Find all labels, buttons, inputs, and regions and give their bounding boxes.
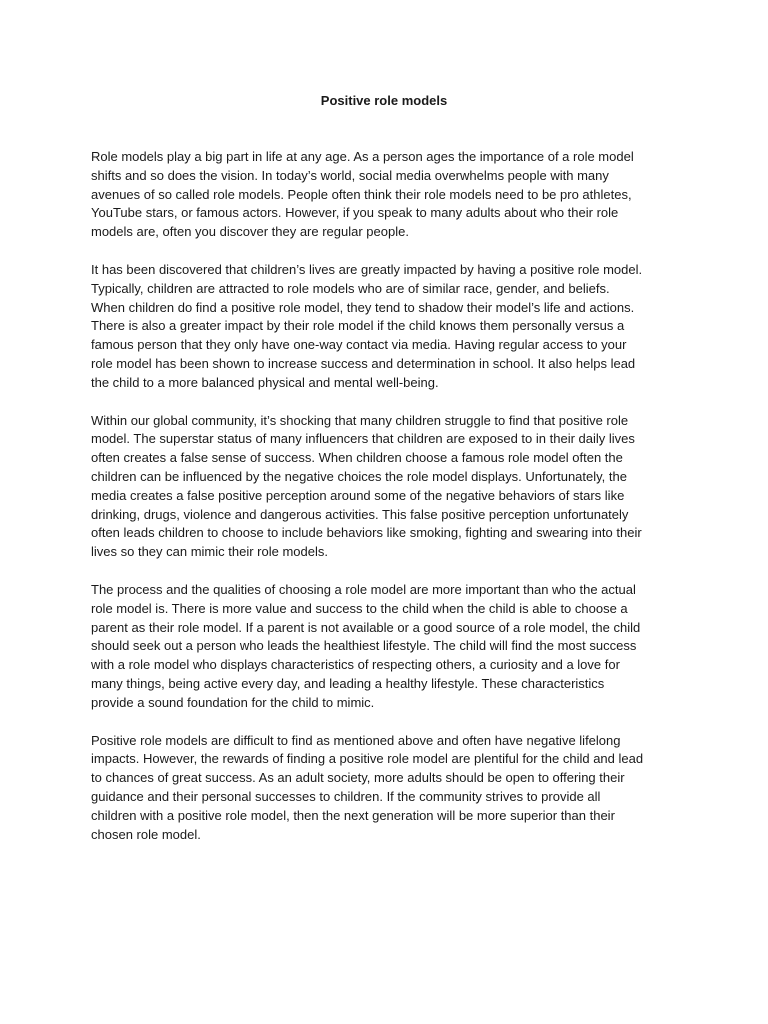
text-line: children can be influenced by the negative choices the role model displays. Unfortunately, the [91,468,627,484]
text-line: the child to a more balanced physical and mental well-being. [91,374,439,390]
text-line: famous person that they only have one-way contact via media. Having regular access to your [91,337,627,353]
text-line: chosen role model. [91,826,201,842]
text-line: Positive role models are difficult to find as mentioned above and often have negative lifelong [91,732,621,748]
text-line: Role models play a big part in life at any age. As a person ages the importance of a role model [91,149,634,164]
text-line: model. The superstar status of many influencers that children are exposed to in their daily lives [91,431,635,447]
text-line: should seek out a person who leads the healthiest lifestyle. The child will find the most success [91,638,637,654]
text-line: models are, often you discover they are regular people. [91,224,409,240]
text-line: many things, being active every day, and leading a healthy lifestyle. These characteristics [91,675,605,691]
text-line: Within our global community, it’s shocking that many children struggle to find that positive role [91,412,629,428]
text-line: media creates a false positive perception around some of the negative behaviors of stars like [91,487,625,503]
text-line: children with a positive role model, then the next generation will be more superior than their [91,807,615,823]
text-line: with a role model who displays characteristics of respecting others, a curiosity and a love for [91,657,620,673]
text-line: The process and the qualities of choosing a role model are more important than who the actual [91,581,636,597]
text-line: often creates a false sense of success. When children choose a famous role model often the [91,450,623,466]
text-line: Typically, children are attracted to role models who are of similar race, gender, and beliefs. [91,280,610,296]
page-title: Positive role models [320,93,448,108]
paragraph-5 [91,732,691,845]
text-line: impacts. However, the rewards of finding a positive role model are plentiful for the child and lead [91,751,644,767]
paragraph-3 [91,412,691,562]
text-line: guidance and their personal successes to children. If the community strives to provide all [91,788,601,804]
text-line: When children do find a positive role model, they tend to shadow their model’s life and actions. [91,299,635,315]
text-line: shifts and so does the vision. In today’s world, social media overwhelms people with many [91,167,609,183]
text-line: provide a sound foundation for the child to mimic. [91,694,375,710]
text-line: parent as their role model. If a parent is not available or a good source of a role model, the child [91,619,641,635]
text-line: to chances of great success. As an adult society, more adults should be open to offering their [91,770,625,786]
paragraph-4 [91,581,691,713]
text-line: role model has been shown to increase success and determination in school. It also helps lead [91,355,636,371]
document-body [91,148,691,863]
text-line: drinking, drugs, violence and dangerous activities. This false positive perception unfortunately [91,506,629,522]
text-line: There is also a greater impact by their role model if the child knows them personally versus a [91,318,625,334]
text-line: lives so they can mimic their role models. [91,544,328,560]
text-line: It has been discovered that children’s lives are greatly impacted by having a positive role model. [91,261,643,277]
paragraph-1 [91,148,691,242]
text-line: often leads children to choose to include behaviors like smoking, fighting and swearing into their [91,525,642,541]
text-line: YouTube stars, or famous actors. However, if you speak to many adults about who their role [91,205,619,221]
text-line: role model is. There is more value and success to the child when the child is able to choose a [91,600,628,616]
text-line: avenues of so called role models. People often think their role models need to be pro athletes, [91,186,632,202]
paragraph-2 [91,261,691,393]
